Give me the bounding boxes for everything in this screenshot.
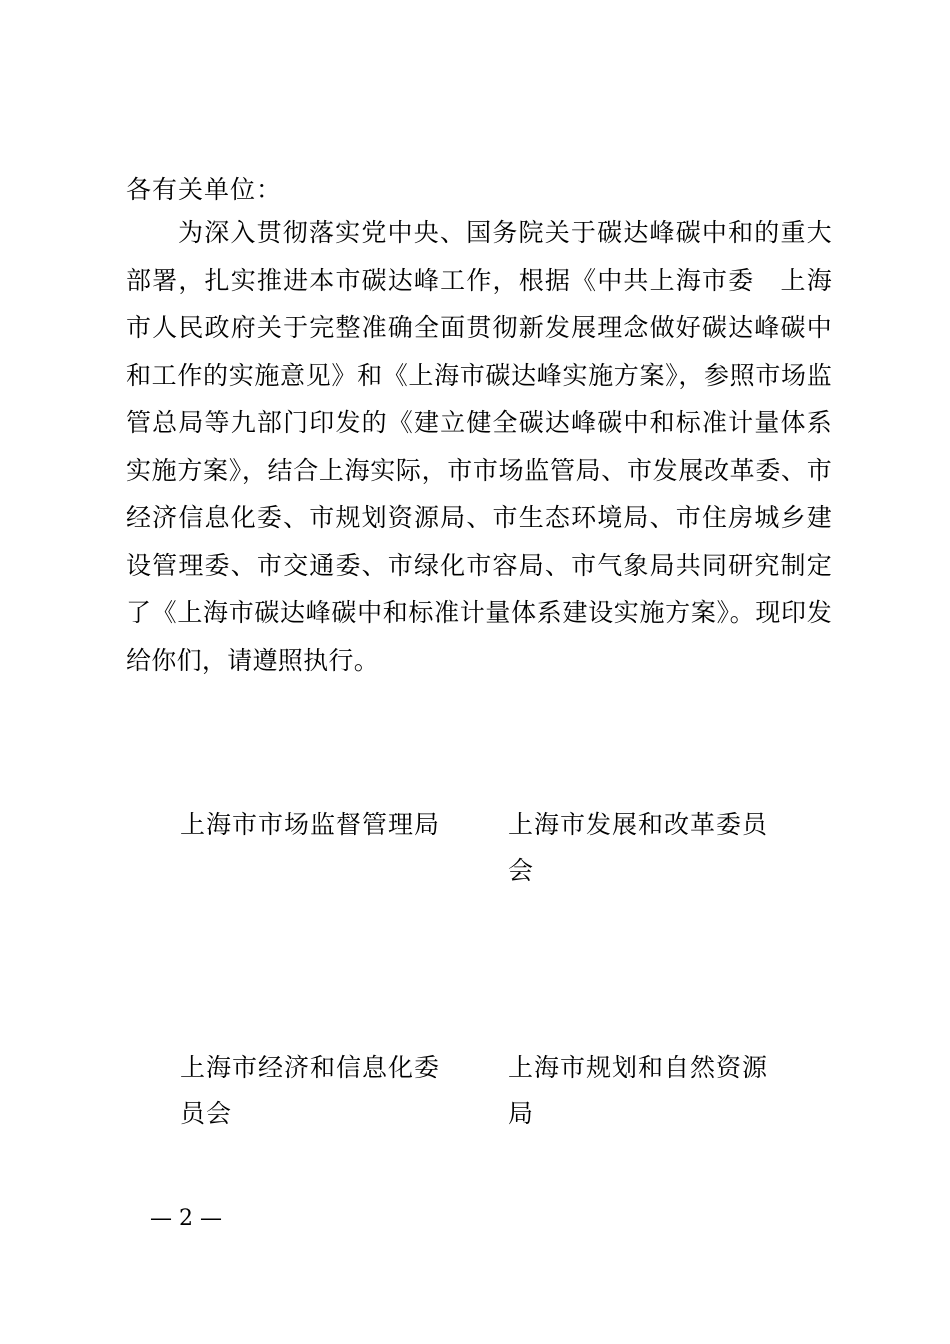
signer-planning-resources: 上海市规划和自然资源局 [508,1053,769,1128]
salutation: 各有关单位： [126,175,283,204]
body-paragraph: 为深入贯彻落实党中央、国务院关于碳达峰碳中和的重大部署，扎实推进本市碳达峰工作，根据《中共上海市委 上海市人民政府关于完整准确全面贯彻新发展理念做好碳达峰碳中和工作的实施意见》和《上海市碳达峰实施方案》，参照市场监管总局等九部门印发的《建立健全碳达峰碳中和标准计量体系实施方案》，结合上海实际，市市场监管局、市发展改革委、市经济信息化委、市规划资源局、市生态环境局、市住房城乡建设管理委、市交通委、市绿化市容局、市气象局共同研究制定了《上海市碳达峰碳中和标准计量体系建设实施方案》。现印发给你们，请遵照执行。 [126,218,832,675]
signer-economy-informatization: 上海市经济和信息化委员会 [180,1053,441,1128]
signer-development-reform: 上海市发展和改革委员会 [508,810,769,885]
page-number: — 2 — [150,1206,222,1231]
signer-market-supervision: 上海市市场监督管理局 [180,810,441,839]
